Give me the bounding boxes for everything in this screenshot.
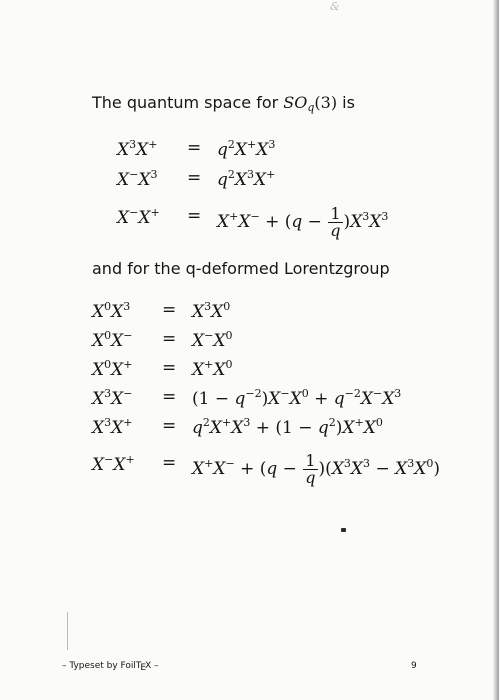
so-subscript: q (307, 101, 315, 114)
so-argument: (3) (314, 93, 338, 112)
lorentz-intro: and for the q-deformed Lorentzgroup (92, 259, 390, 278)
equation-lhs: $X^0X^-$ (92, 329, 133, 351)
equals-sign: = (187, 138, 202, 158)
equals-sign: = (162, 358, 177, 378)
equation-lhs: $X^3X^+$ (92, 416, 133, 438)
tex-t: T (135, 661, 142, 671)
equation-rhs: $(1 - q^{-2})X^-X^0 + q^{-2}X^-X^3$ (192, 387, 402, 409)
equals-sign: = (162, 453, 177, 473)
page-number: 9 (411, 661, 417, 671)
equation-lhs: X−X+ (117, 206, 160, 228)
equation-rhs: $q^2X^+X^3$ (217, 138, 276, 160)
equals-sign: = (162, 416, 177, 436)
equation-rhs: $q^2X^+X^3 + (1 - q^2)X^+X^0$ (192, 416, 383, 438)
tex-x: X (145, 661, 152, 671)
ink-dot (341, 528, 346, 532)
tex-e: E (140, 663, 147, 673)
equals-sign: = (162, 329, 177, 349)
footer-suffix: – (151, 661, 159, 671)
equation-lhs: $X^-X^3$ (117, 168, 158, 190)
equation-rhs: X+X− + (q − $\frac{1}{q}$ )$(X^3X^3 - X^3X^0)$ (192, 451, 440, 487)
lorentz-equations (92, 300, 462, 510)
so-symbol: SO (283, 93, 308, 112)
equation-lhs: X−X+ (92, 453, 135, 475)
fraction-one-over-q: $\frac{1}{q}$ (305, 451, 316, 487)
equation-rhs: $X^-X^0$ (192, 329, 233, 351)
page-edge-shadow (493, 0, 499, 700)
quantum-space-intro (92, 93, 355, 114)
footer-typeset-credit (62, 661, 159, 671)
equation-rhs: $q^2X^3X^+$ (217, 168, 276, 190)
margin-line (67, 612, 68, 650)
equals-sign: = (187, 206, 202, 226)
fraction-one-over-q: $\frac{1}{q}$ (330, 204, 341, 240)
intro-suffix: is (337, 93, 355, 112)
equals-sign: = (162, 387, 177, 407)
margin-pencil-mark: & (330, 0, 340, 13)
equation-rhs: X+X− + (q − $\frac{1}{q}$ )$X^3X^3$ (217, 204, 389, 240)
equals-sign: = (187, 168, 202, 188)
equals-sign: = (162, 300, 177, 320)
equation-lhs: $X^3X^-$ (92, 387, 133, 409)
footer-prefix: – Typeset by Foil (62, 661, 136, 671)
intro-prefix: The quantum space for (92, 93, 284, 112)
intro-math (283, 93, 337, 112)
equation-rhs: $X^3X^0$ (192, 300, 231, 322)
equation-lhs: $X^3X^+$ (117, 138, 158, 160)
equation-lhs: $X^0X^+$ (92, 358, 133, 380)
quantum-space-equations (117, 138, 417, 238)
equation-lhs: $X^0X^3$ (92, 300, 131, 322)
equation-rhs: $X^+X^0$ (192, 358, 233, 380)
